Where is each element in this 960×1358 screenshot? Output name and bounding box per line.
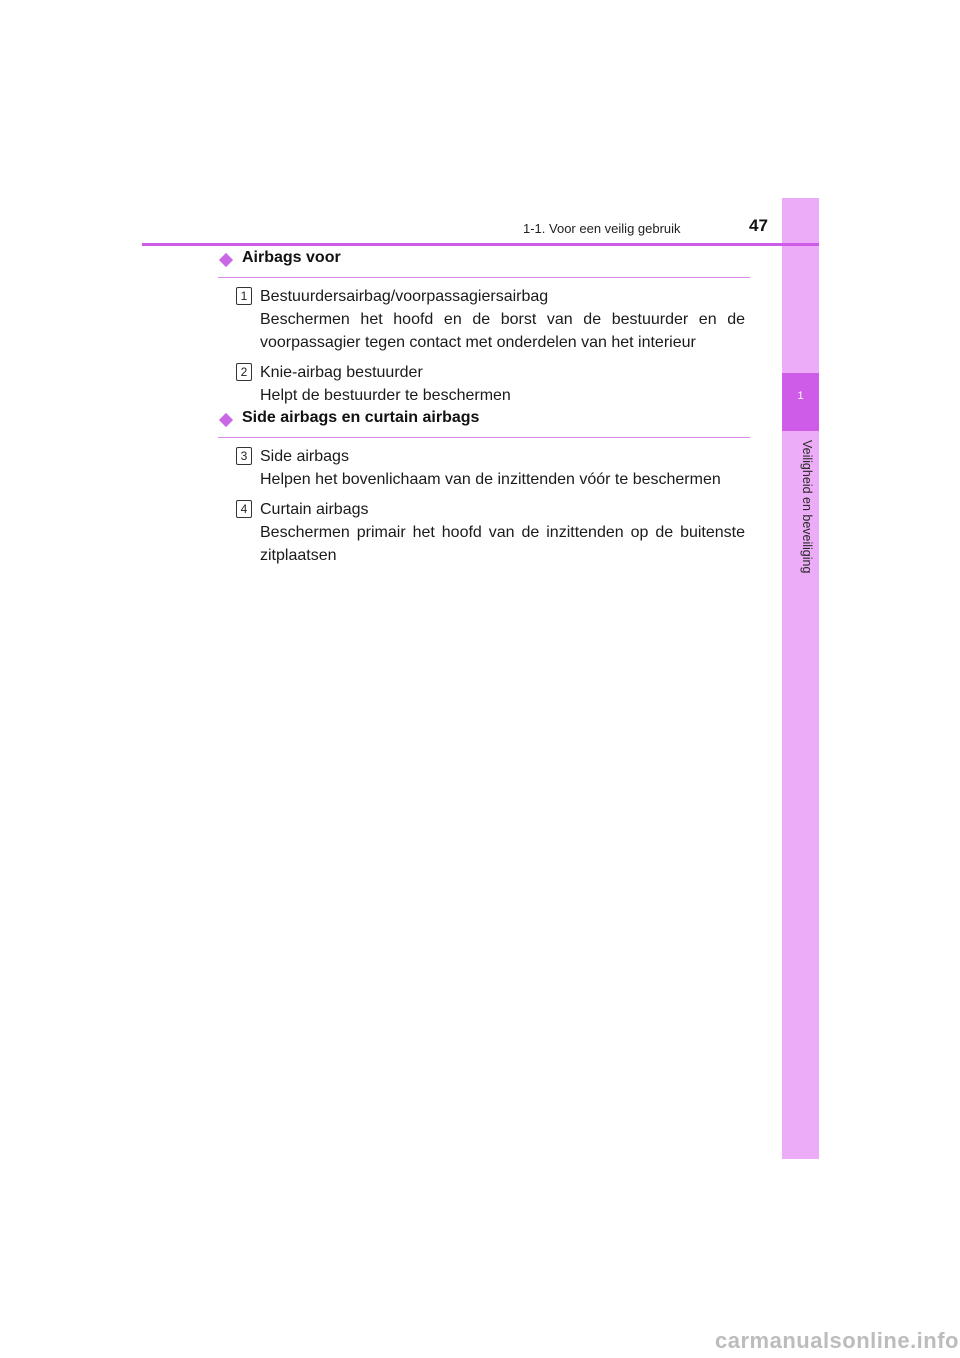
chapter-number-box xyxy=(782,373,819,431)
list-item xyxy=(218,445,750,491)
list-item xyxy=(218,498,750,567)
item-number-badge: 3 xyxy=(236,447,252,465)
item-description: Helpt de bestuurder te beschermen xyxy=(260,387,511,404)
chapter-label: Veiligheid en beveiliging xyxy=(800,440,814,574)
section-title: Airbags voor xyxy=(242,249,341,266)
section-side-curtain-airbags xyxy=(218,409,750,567)
item-description: Helpen het bovenlichaam van de inzittenden vóór te beschermen xyxy=(260,471,721,488)
chapter-side-tab xyxy=(782,198,819,1159)
section-title: Side airbags en curtain airbags xyxy=(242,409,480,426)
diamond-bullet-icon xyxy=(219,413,233,427)
item-description: Beschermen primair het hoofd van de inzittenden op de buitenste zitplaatsen xyxy=(260,524,745,564)
header-rule xyxy=(142,243,819,246)
list-item xyxy=(218,285,750,354)
section-header-title: 1-1. Voor een veilig gebruik xyxy=(523,221,681,236)
item-number-badge: 2 xyxy=(236,363,252,381)
chapter-number: 1 xyxy=(797,390,804,402)
item-description: Beschermen het hoofd en de borst van de bestuurder en de voorpassagier tegen contact met onderdelen van het interieur xyxy=(260,311,745,351)
list-item xyxy=(218,361,750,407)
item-title: Curtain airbags xyxy=(260,501,369,518)
item-title: Knie-airbag bestuurder xyxy=(260,364,423,381)
section-heading xyxy=(218,409,750,438)
item-number-badge: 1 xyxy=(236,287,252,305)
section-heading xyxy=(218,249,750,278)
page-number: 47 xyxy=(749,216,768,235)
item-title: Side airbags xyxy=(260,448,349,465)
diamond-bullet-icon xyxy=(219,253,233,267)
item-number-badge: 4 xyxy=(236,500,252,518)
section-front-airbags xyxy=(218,249,750,407)
item-title: Bestuurdersairbag/voorpassagiersairbag xyxy=(260,288,549,305)
watermark-text: carmanualsonline.info xyxy=(715,1328,959,1353)
